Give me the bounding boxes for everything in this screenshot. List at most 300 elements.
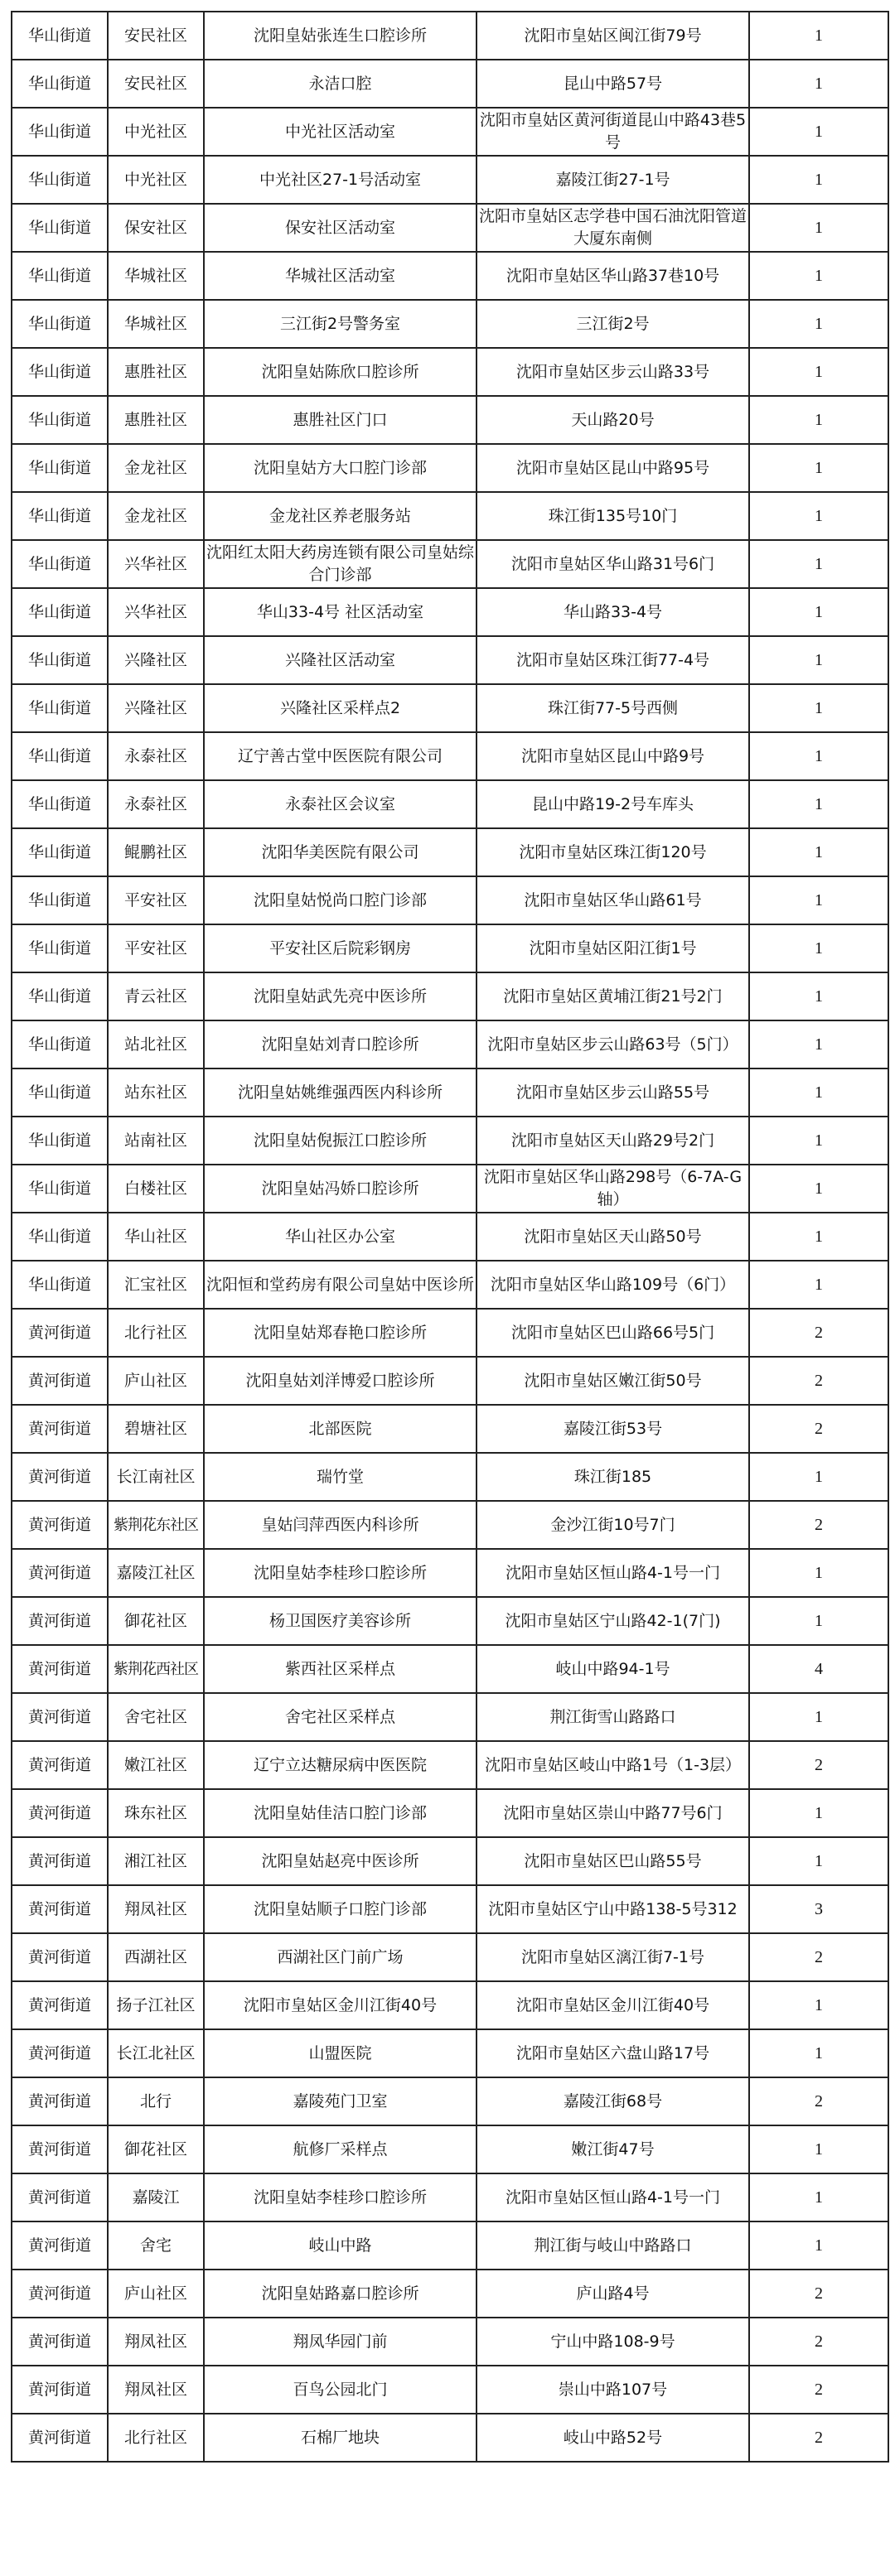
table-row bbox=[12, 1309, 888, 1357]
address-cell: 珠江街185 bbox=[477, 1453, 749, 1501]
community-cell: 华城社区 bbox=[108, 252, 204, 300]
count-cell: 2 bbox=[749, 1933, 888, 1981]
site-name-cell: 沈阳皇姑冯娇口腔诊所 bbox=[204, 1165, 477, 1213]
address-cell: 嘉陵江街53号 bbox=[477, 1405, 749, 1453]
count-cell: 1 bbox=[749, 540, 888, 588]
address-cell: 昆山中路19-2号车库头 bbox=[477, 780, 749, 828]
street-cell: 黄河街道 bbox=[12, 1645, 108, 1693]
table-row bbox=[12, 1741, 888, 1789]
address-cell: 沈阳市皇姑区阳江街1号 bbox=[477, 924, 749, 972]
site-name-cell: 华山社区办公室 bbox=[204, 1213, 477, 1261]
site-name-cell: 沈阳皇姑佳洁口腔门诊部 bbox=[204, 1789, 477, 1837]
table-row bbox=[12, 204, 888, 252]
table-row bbox=[12, 1693, 888, 1741]
community-cell: 惠胜社区 bbox=[108, 396, 204, 444]
address-cell: 嘉陵江街27-1号 bbox=[477, 156, 749, 204]
table-row bbox=[12, 876, 888, 924]
site-name-cell: 山盟医院 bbox=[204, 2029, 477, 2077]
street-cell: 黄河街道 bbox=[12, 2366, 108, 2414]
site-name-cell: 金龙社区养老服务站 bbox=[204, 492, 477, 540]
count-cell: 1 bbox=[749, 1213, 888, 1261]
site-name-cell: 航修厂采样点 bbox=[204, 2125, 477, 2173]
site-name-cell: 沈阳华美医院有限公司 bbox=[204, 828, 477, 876]
site-name-cell: 华城社区活动室 bbox=[204, 252, 477, 300]
street-cell: 黄河街道 bbox=[12, 1309, 108, 1357]
street-cell: 华山街道 bbox=[12, 780, 108, 828]
site-name-cell: 沈阳皇姑陈欣口腔诊所 bbox=[204, 348, 477, 396]
street-cell: 黄河街道 bbox=[12, 1405, 108, 1453]
count-cell: 1 bbox=[749, 780, 888, 828]
count-cell: 1 bbox=[749, 636, 888, 684]
table-row bbox=[12, 396, 888, 444]
community-cell: 翔凤社区 bbox=[108, 1885, 204, 1933]
table-row bbox=[12, 1645, 888, 1693]
table-row bbox=[12, 636, 888, 684]
street-cell: 华山街道 bbox=[12, 1261, 108, 1309]
address-cell: 沈阳市皇姑区岐山中路1号（1-3层） bbox=[477, 1741, 749, 1789]
address-cell: 沈阳市皇姑区昆山中路9号 bbox=[477, 732, 749, 780]
table-row bbox=[12, 1117, 888, 1165]
count-cell: 1 bbox=[749, 1020, 888, 1069]
count-cell: 1 bbox=[749, 1597, 888, 1645]
site-name-cell: 沈阳恒和堂药房有限公司皇姑中医诊所 bbox=[204, 1261, 477, 1309]
site-name-cell: 沈阳红太阳大药房连锁有限公司皇姑综合门诊部 bbox=[204, 540, 477, 588]
count-cell: 1 bbox=[749, 1549, 888, 1597]
address-cell: 沈阳市皇姑区华山路109号（6门） bbox=[477, 1261, 749, 1309]
table-row bbox=[12, 2221, 888, 2270]
street-cell: 华山街道 bbox=[12, 204, 108, 252]
street-cell: 黄河街道 bbox=[12, 2077, 108, 2125]
site-name-cell: 沈阳皇姑张连生口腔诊所 bbox=[204, 12, 477, 60]
table-row bbox=[12, 108, 888, 156]
table-row bbox=[12, 540, 888, 588]
community-cell: 华城社区 bbox=[108, 300, 204, 348]
site-name-cell: 北部医院 bbox=[204, 1405, 477, 1453]
street-cell: 华山街道 bbox=[12, 684, 108, 732]
address-cell: 昆山中路57号 bbox=[477, 60, 749, 108]
community-cell: 扬子江社区 bbox=[108, 1981, 204, 2029]
site-name-cell: 瑞竹堂 bbox=[204, 1453, 477, 1501]
count-cell: 1 bbox=[749, 2221, 888, 2270]
community-cell: 华山社区 bbox=[108, 1213, 204, 1261]
community-cell: 庐山社区 bbox=[108, 1357, 204, 1405]
street-cell: 华山街道 bbox=[12, 348, 108, 396]
count-cell: 1 bbox=[749, 684, 888, 732]
community-cell: 珠东社区 bbox=[108, 1789, 204, 1837]
site-name-cell: 永泰社区会议室 bbox=[204, 780, 477, 828]
site-name-cell: 岐山中路 bbox=[204, 2221, 477, 2270]
address-cell: 沈阳市皇姑区步云山路33号 bbox=[477, 348, 749, 396]
street-cell: 黄河街道 bbox=[12, 2221, 108, 2270]
community-cell: 站北社区 bbox=[108, 1020, 204, 1069]
site-name-cell: 沈阳皇姑赵亮中医诊所 bbox=[204, 1837, 477, 1885]
site-name-cell: 皇姑闫萍西医内科诊所 bbox=[204, 1501, 477, 1549]
site-name-cell: 沈阳皇姑武先亮中医诊所 bbox=[204, 972, 477, 1020]
site-name-cell: 嘉陵苑门卫室 bbox=[204, 2077, 477, 2125]
community-cell: 金龙社区 bbox=[108, 444, 204, 492]
address-cell: 天山路20号 bbox=[477, 396, 749, 444]
table-row bbox=[12, 12, 888, 60]
site-name-cell: 沈阳市皇姑区金川江街40号 bbox=[204, 1981, 477, 2029]
street-cell: 黄河街道 bbox=[12, 1549, 108, 1597]
address-cell: 沈阳市皇姑区昆山中路95号 bbox=[477, 444, 749, 492]
count-cell: 1 bbox=[749, 252, 888, 300]
site-name-cell: 永洁口腔 bbox=[204, 60, 477, 108]
address-cell: 珠江街135号10门 bbox=[477, 492, 749, 540]
street-cell: 黄河街道 bbox=[12, 2125, 108, 2173]
address-cell: 沈阳市皇姑区步云山路63号（5门） bbox=[477, 1020, 749, 1069]
community-cell: 中光社区 bbox=[108, 156, 204, 204]
address-cell: 金沙江街10号7门 bbox=[477, 1501, 749, 1549]
address-cell: 沈阳市皇姑区金川江街40号 bbox=[477, 1981, 749, 2029]
community-cell: 汇宝社区 bbox=[108, 1261, 204, 1309]
address-cell: 沈阳市皇姑区华山路31号6门 bbox=[477, 540, 749, 588]
count-cell: 1 bbox=[749, 1117, 888, 1165]
street-cell: 华山街道 bbox=[12, 492, 108, 540]
address-cell: 沈阳市皇姑区步云山路55号 bbox=[477, 1069, 749, 1117]
table-row bbox=[12, 1981, 888, 2029]
community-cell: 湘江社区 bbox=[108, 1837, 204, 1885]
community-cell: 青云社区 bbox=[108, 972, 204, 1020]
table-row bbox=[12, 1789, 888, 1837]
community-cell: 北行 bbox=[108, 2077, 204, 2125]
site-name-cell: 沈阳皇姑刘洋博爱口腔诊所 bbox=[204, 1357, 477, 1405]
street-cell: 华山街道 bbox=[12, 108, 108, 156]
table-row bbox=[12, 828, 888, 876]
address-cell: 三江街2号 bbox=[477, 300, 749, 348]
street-cell: 黄河街道 bbox=[12, 1597, 108, 1645]
count-cell: 1 bbox=[749, 204, 888, 252]
table-row bbox=[12, 1597, 888, 1645]
site-name-cell: 百鸟公园北门 bbox=[204, 2366, 477, 2414]
street-cell: 华山街道 bbox=[12, 876, 108, 924]
table-row bbox=[12, 300, 888, 348]
address-cell: 沈阳市皇姑区天山路29号2门 bbox=[477, 1117, 749, 1165]
count-cell: 2 bbox=[749, 1309, 888, 1357]
street-cell: 黄河街道 bbox=[12, 2318, 108, 2366]
address-cell: 嫩江街47号 bbox=[477, 2125, 749, 2173]
community-cell: 站南社区 bbox=[108, 1117, 204, 1165]
community-cell: 舍宅 bbox=[108, 2221, 204, 2270]
table-row bbox=[12, 2414, 888, 2462]
address-cell: 珠江街77-5号西侧 bbox=[477, 684, 749, 732]
address-cell: 沈阳市皇姑区闽江街79号 bbox=[477, 12, 749, 60]
count-cell: 2 bbox=[749, 1741, 888, 1789]
address-cell: 沈阳市皇姑区巴山路55号 bbox=[477, 1837, 749, 1885]
table-row bbox=[12, 972, 888, 1020]
site-name-cell: 辽宁善古堂中医医院有限公司 bbox=[204, 732, 477, 780]
sampling-sites-table bbox=[11, 11, 889, 2463]
site-name-cell: 沈阳皇姑郑春艳口腔诊所 bbox=[204, 1309, 477, 1357]
count-cell: 1 bbox=[749, 876, 888, 924]
community-cell: 平安社区 bbox=[108, 924, 204, 972]
count-cell: 2 bbox=[749, 1405, 888, 1453]
site-name-cell: 中光社区活动室 bbox=[204, 108, 477, 156]
count-cell: 2 bbox=[749, 1357, 888, 1405]
community-cell: 嫩江社区 bbox=[108, 1741, 204, 1789]
address-cell: 沈阳市皇姑区珠江街77-4号 bbox=[477, 636, 749, 684]
community-cell: 兴隆社区 bbox=[108, 684, 204, 732]
street-cell: 华山街道 bbox=[12, 1069, 108, 1117]
count-cell: 1 bbox=[749, 972, 888, 1020]
table-row bbox=[12, 1549, 888, 1597]
count-cell: 1 bbox=[749, 1981, 888, 2029]
street-cell: 黄河街道 bbox=[12, 2173, 108, 2221]
count-cell: 2 bbox=[749, 2318, 888, 2366]
street-cell: 黄河街道 bbox=[12, 1981, 108, 2029]
table-row bbox=[12, 780, 888, 828]
count-cell: 1 bbox=[749, 1165, 888, 1213]
community-cell: 惠胜社区 bbox=[108, 348, 204, 396]
site-name-cell: 西湖社区门前广场 bbox=[204, 1933, 477, 1981]
table-row bbox=[12, 2366, 888, 2414]
street-cell: 华山街道 bbox=[12, 828, 108, 876]
address-cell: 沈阳市皇姑区华山路37巷10号 bbox=[477, 252, 749, 300]
site-name-cell: 紫西社区采样点 bbox=[204, 1645, 477, 1693]
street-cell: 华山街道 bbox=[12, 972, 108, 1020]
count-cell: 1 bbox=[749, 492, 888, 540]
site-name-cell: 沈阳皇姑顺子口腔门诊部 bbox=[204, 1885, 477, 1933]
street-cell: 黄河街道 bbox=[12, 1453, 108, 1501]
table-row bbox=[12, 1069, 888, 1117]
address-cell: 荆江街与岐山中路路口 bbox=[477, 2221, 749, 2270]
street-cell: 华山街道 bbox=[12, 396, 108, 444]
community-cell: 舍宅社区 bbox=[108, 1693, 204, 1741]
table-row bbox=[12, 1453, 888, 1501]
street-cell: 华山街道 bbox=[12, 156, 108, 204]
address-cell: 沈阳市皇姑区嫩江街50号 bbox=[477, 1357, 749, 1405]
count-cell: 1 bbox=[749, 108, 888, 156]
community-cell: 嘉陵江社区 bbox=[108, 1549, 204, 1597]
table-row bbox=[12, 1261, 888, 1309]
community-cell: 碧塘社区 bbox=[108, 1405, 204, 1453]
count-cell: 1 bbox=[749, 396, 888, 444]
community-cell: 西湖社区 bbox=[108, 1933, 204, 1981]
address-cell: 沈阳市皇姑区天山路50号 bbox=[477, 1213, 749, 1261]
community-cell: 兴隆社区 bbox=[108, 636, 204, 684]
table-row bbox=[12, 1213, 888, 1261]
community-cell: 安民社区 bbox=[108, 60, 204, 108]
site-name-cell: 沈阳皇姑方大口腔门诊部 bbox=[204, 444, 477, 492]
community-cell: 庐山社区 bbox=[108, 2270, 204, 2318]
street-cell: 华山街道 bbox=[12, 1165, 108, 1213]
address-cell: 沈阳市皇姑区黄埔江街21号2门 bbox=[477, 972, 749, 1020]
count-cell: 1 bbox=[749, 828, 888, 876]
community-cell: 平安社区 bbox=[108, 876, 204, 924]
street-cell: 黄河街道 bbox=[12, 2270, 108, 2318]
site-name-cell: 杨卫国医疗美容诊所 bbox=[204, 1597, 477, 1645]
count-cell: 2 bbox=[749, 2077, 888, 2125]
address-cell: 沈阳市皇姑区宁山中路138-5号312 bbox=[477, 1885, 749, 1933]
table-row bbox=[12, 2029, 888, 2077]
community-cell: 永泰社区 bbox=[108, 780, 204, 828]
site-name-cell: 舍宅社区采样点 bbox=[204, 1693, 477, 1741]
community-cell: 嘉陵江 bbox=[108, 2173, 204, 2221]
count-cell: 1 bbox=[749, 1837, 888, 1885]
table-row bbox=[12, 924, 888, 972]
count-cell: 1 bbox=[749, 1261, 888, 1309]
street-cell: 华山街道 bbox=[12, 444, 108, 492]
count-cell: 1 bbox=[749, 588, 888, 636]
community-cell: 安民社区 bbox=[108, 12, 204, 60]
table-row bbox=[12, 2270, 888, 2318]
site-name-cell: 兴隆社区活动室 bbox=[204, 636, 477, 684]
table-row bbox=[12, 444, 888, 492]
address-cell: 沈阳市皇姑区恒山路4-1号一门 bbox=[477, 1549, 749, 1597]
address-cell: 崇山中路107号 bbox=[477, 2366, 749, 2414]
count-cell: 1 bbox=[749, 1453, 888, 1501]
site-name-cell: 沈阳皇姑李桂珍口腔诊所 bbox=[204, 2173, 477, 2221]
street-cell: 华山街道 bbox=[12, 1213, 108, 1261]
street-cell: 黄河街道 bbox=[12, 1885, 108, 1933]
site-name-cell: 沈阳皇姑姚维强西医内科诊所 bbox=[204, 1069, 477, 1117]
table-row bbox=[12, 252, 888, 300]
count-cell: 1 bbox=[749, 1693, 888, 1741]
street-cell: 华山街道 bbox=[12, 12, 108, 60]
count-cell: 2 bbox=[749, 2414, 888, 2462]
site-name-cell: 惠胜社区门口 bbox=[204, 396, 477, 444]
community-cell: 站东社区 bbox=[108, 1069, 204, 1117]
site-name-cell: 沈阳皇姑刘青口腔诊所 bbox=[204, 1020, 477, 1069]
count-cell: 1 bbox=[749, 2125, 888, 2173]
site-name-cell: 平安社区后院彩钢房 bbox=[204, 924, 477, 972]
street-cell: 黄河街道 bbox=[12, 2414, 108, 2462]
street-cell: 黄河街道 bbox=[12, 1837, 108, 1885]
table-row bbox=[12, 1501, 888, 1549]
table-row bbox=[12, 1405, 888, 1453]
site-name-cell: 中光社区27-1号活动室 bbox=[204, 156, 477, 204]
community-cell: 兴华社区 bbox=[108, 588, 204, 636]
street-cell: 华山街道 bbox=[12, 1020, 108, 1069]
table-row bbox=[12, 2318, 888, 2366]
address-cell: 沈阳市皇姑区六盘山路17号 bbox=[477, 2029, 749, 2077]
community-cell: 长江南社区 bbox=[108, 1453, 204, 1501]
site-name-cell: 华山33-4号 社区活动室 bbox=[204, 588, 477, 636]
street-cell: 华山街道 bbox=[12, 636, 108, 684]
count-cell: 3 bbox=[749, 1885, 888, 1933]
address-cell: 沈阳市皇姑区漓江街7-1号 bbox=[477, 1933, 749, 1981]
community-cell: 长江北社区 bbox=[108, 2029, 204, 2077]
street-cell: 黄河街道 bbox=[12, 1741, 108, 1789]
table-row bbox=[12, 492, 888, 540]
count-cell: 2 bbox=[749, 2366, 888, 2414]
street-cell: 华山街道 bbox=[12, 1117, 108, 1165]
community-cell: 北行社区 bbox=[108, 1309, 204, 1357]
count-cell: 1 bbox=[749, 1069, 888, 1117]
count-cell: 1 bbox=[749, 348, 888, 396]
street-cell: 华山街道 bbox=[12, 924, 108, 972]
site-name-cell: 辽宁立达糖尿病中医医院 bbox=[204, 1741, 477, 1789]
address-cell: 庐山路4号 bbox=[477, 2270, 749, 2318]
site-name-cell: 沈阳皇姑倪振江口腔诊所 bbox=[204, 1117, 477, 1165]
community-cell: 御花社区 bbox=[108, 2125, 204, 2173]
site-name-cell: 石棉厂地块 bbox=[204, 2414, 477, 2462]
count-cell: 1 bbox=[749, 60, 888, 108]
address-cell: 华山路33-4号 bbox=[477, 588, 749, 636]
site-name-cell: 沈阳皇姑悦尚口腔门诊部 bbox=[204, 876, 477, 924]
table-row bbox=[12, 2125, 888, 2173]
table-row bbox=[12, 1837, 888, 1885]
site-name-cell: 兴隆社区采样点2 bbox=[204, 684, 477, 732]
table-row bbox=[12, 60, 888, 108]
address-cell: 岐山中路94-1号 bbox=[477, 1645, 749, 1693]
table-row bbox=[12, 732, 888, 780]
community-cell: 兴华社区 bbox=[108, 540, 204, 588]
table-body bbox=[12, 12, 888, 2462]
address-cell: 宁山中路108-9号 bbox=[477, 2318, 749, 2366]
count-cell: 1 bbox=[749, 732, 888, 780]
community-cell: 鲲鹏社区 bbox=[108, 828, 204, 876]
street-cell: 华山街道 bbox=[12, 300, 108, 348]
table-row bbox=[12, 2173, 888, 2221]
count-cell: 1 bbox=[749, 444, 888, 492]
address-cell: 沈阳市皇姑区志学巷中国石油沈阳管道大厦东南侧 bbox=[477, 204, 749, 252]
address-cell: 沈阳市皇姑区宁山路42-1(7门) bbox=[477, 1597, 749, 1645]
site-name-cell: 翔凤华园门前 bbox=[204, 2318, 477, 2366]
community-cell: 白楼社区 bbox=[108, 1165, 204, 1213]
community-cell: 御花社区 bbox=[108, 1597, 204, 1645]
table-row bbox=[12, 1020, 888, 1069]
address-cell: 沈阳市皇姑区崇山中路77号6门 bbox=[477, 1789, 749, 1837]
address-cell: 岐山中路52号 bbox=[477, 2414, 749, 2462]
address-cell: 沈阳市皇姑区巴山路66号5门 bbox=[477, 1309, 749, 1357]
site-name-cell: 三江街2号警务室 bbox=[204, 300, 477, 348]
street-cell: 华山街道 bbox=[12, 588, 108, 636]
count-cell: 1 bbox=[749, 2173, 888, 2221]
table-row bbox=[12, 684, 888, 732]
count-cell: 1 bbox=[749, 156, 888, 204]
table-row bbox=[12, 348, 888, 396]
count-cell: 4 bbox=[749, 1645, 888, 1693]
address-cell: 沈阳市皇姑区华山路298号（6-7A-G轴） bbox=[477, 1165, 749, 1213]
address-cell: 沈阳市皇姑区恒山路4-1号一门 bbox=[477, 2173, 749, 2221]
table-row bbox=[12, 1357, 888, 1405]
site-name-cell: 沈阳皇姑李桂珍口腔诊所 bbox=[204, 1549, 477, 1597]
community-cell: 翔凤社区 bbox=[108, 2366, 204, 2414]
site-name-cell: 沈阳皇姑路嘉口腔诊所 bbox=[204, 2270, 477, 2318]
street-cell: 华山街道 bbox=[12, 252, 108, 300]
community-cell: 永泰社区 bbox=[108, 732, 204, 780]
table-row bbox=[12, 2077, 888, 2125]
count-cell: 1 bbox=[749, 2029, 888, 2077]
table-row bbox=[12, 1165, 888, 1213]
address-cell: 荆江街雪山路路口 bbox=[477, 1693, 749, 1741]
street-cell: 华山街道 bbox=[12, 540, 108, 588]
count-cell: 1 bbox=[749, 12, 888, 60]
street-cell: 黄河街道 bbox=[12, 1933, 108, 1981]
community-cell: 北行社区 bbox=[108, 2414, 204, 2462]
table-row bbox=[12, 1933, 888, 1981]
address-cell: 沈阳市皇姑区珠江街120号 bbox=[477, 828, 749, 876]
community-cell: 紫荆花东社区 bbox=[108, 1501, 204, 1549]
street-cell: 华山街道 bbox=[12, 732, 108, 780]
street-cell: 黄河街道 bbox=[12, 1693, 108, 1741]
community-cell: 中光社区 bbox=[108, 108, 204, 156]
table-row bbox=[12, 588, 888, 636]
street-cell: 黄河街道 bbox=[12, 1501, 108, 1549]
address-cell: 嘉陵江街68号 bbox=[477, 2077, 749, 2125]
address-cell: 沈阳市皇姑区黄河街道昆山中路43巷5号 bbox=[477, 108, 749, 156]
street-cell: 黄河街道 bbox=[12, 1789, 108, 1837]
street-cell: 黄河街道 bbox=[12, 1357, 108, 1405]
street-cell: 华山街道 bbox=[12, 60, 108, 108]
count-cell: 2 bbox=[749, 2270, 888, 2318]
community-cell: 翔凤社区 bbox=[108, 2318, 204, 2366]
table-row bbox=[12, 1885, 888, 1933]
count-cell: 1 bbox=[749, 300, 888, 348]
table-row bbox=[12, 156, 888, 204]
count-cell: 1 bbox=[749, 1789, 888, 1837]
